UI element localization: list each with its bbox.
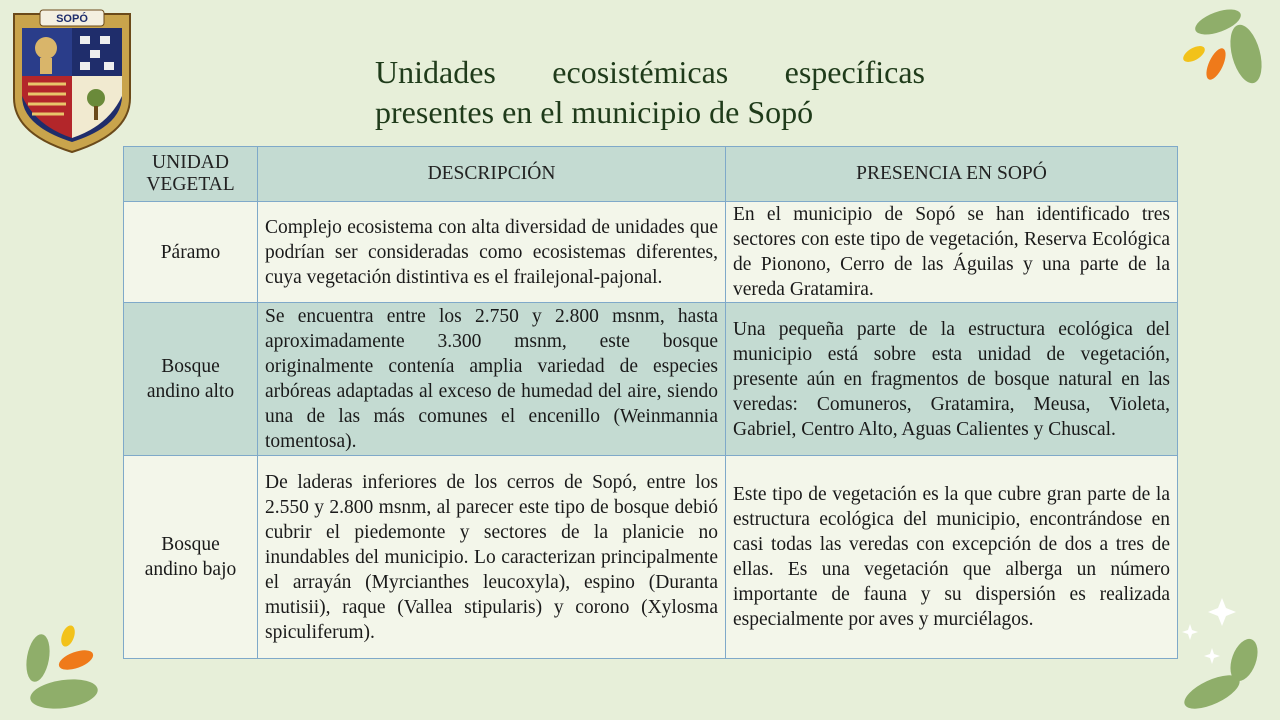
table-row: [124, 456, 1178, 659]
table-header-row: [124, 147, 1178, 202]
ecosystem-units-table: [123, 146, 1178, 659]
title-line-2: presentes en el municipio de Sopó: [375, 94, 814, 130]
unit-cell: Bosque andino alto: [124, 303, 258, 456]
description-cell: Se encuentra entre los 2.750 y 2.800 msnm, hasta aproximadamente 3.300 msnm, este bosque originalmente contenía amplia variedad de especies arbóreas adaptadas al exceso de humedad del aire, siendo una de las más comunes el encenillo (Weinmannia tomentosa).: [258, 303, 726, 456]
presence-cell: Este tipo de vegetación es la que cubre gran parte de la estructura ecológica del municipio, encontrándose en casi todas las veredas con excepción de dos a tres de ellas. Es una vegetación que alberga un número importante de fauna y su dispersión es realizada especialmente por aves y murciélagos.: [726, 456, 1178, 659]
title-line-1: Unidades ecosistémicas específicas: [375, 54, 925, 90]
presence-cell: En el municipio de Sopó se han identificado tres sectores con este tipo de vegetación, Reserva Ecológica de Pionono, Cerro de las Águilas y una parte de la vereda Gratamira.: [726, 202, 1178, 303]
crest-label: SOPÓ: [56, 13, 88, 25]
presence-cell: Una pequeña parte de la estructura ecológica del municipio está sobre esta unidad de vegetación, presente aún en fragmentos de bosque natural en las veredas: Comuneros, Gratamira, Meusa, Violeta, Gabriel, Centro Alto, Aguas Calientes y Chuscal.: [726, 303, 1178, 456]
unit-cell: Páramo: [124, 202, 258, 303]
page-title: [375, 52, 925, 132]
header-unit: UNIDAD VEGETAL: [124, 147, 258, 202]
table-row: [124, 303, 1178, 456]
header-presence: PRESENCIA EN SOPÓ: [726, 147, 1178, 202]
decorative-leaves-top-right: [1176, 6, 1276, 96]
unit-cell: Bosque andino bajo: [124, 456, 258, 659]
sparkle-icon: [1208, 598, 1236, 626]
municipal-crest-logo: [6, 6, 138, 154]
decorative-leaves-bottom-left: [18, 624, 108, 716]
description-cell: Complejo ecosistema con alta diversidad de unidades que podrían ser consideradas como ecosistemas diferentes, cuya vegetación distintiva es el frailejonal-pajonal.: [258, 202, 726, 303]
description-cell: De laderas inferiores de los cerros de Sopó, entre los 2.550 y 2.800 msnm, al parecer este tipo de bosque debió cubrir el piedemonte y sectores de la planicie no inundables del municipio. Lo caracterizan principalmente el arrayán (Myrcianthes leucoxyla), espino (Duranta mutisii), raque (Vallea stipularis) y corono (Xylosma spiculiferum).: [258, 456, 726, 659]
decorative-leaves-bottom-right: [1176, 596, 1276, 716]
header-description: DESCRIPCIÓN: [258, 147, 726, 202]
table-row: [124, 202, 1178, 303]
